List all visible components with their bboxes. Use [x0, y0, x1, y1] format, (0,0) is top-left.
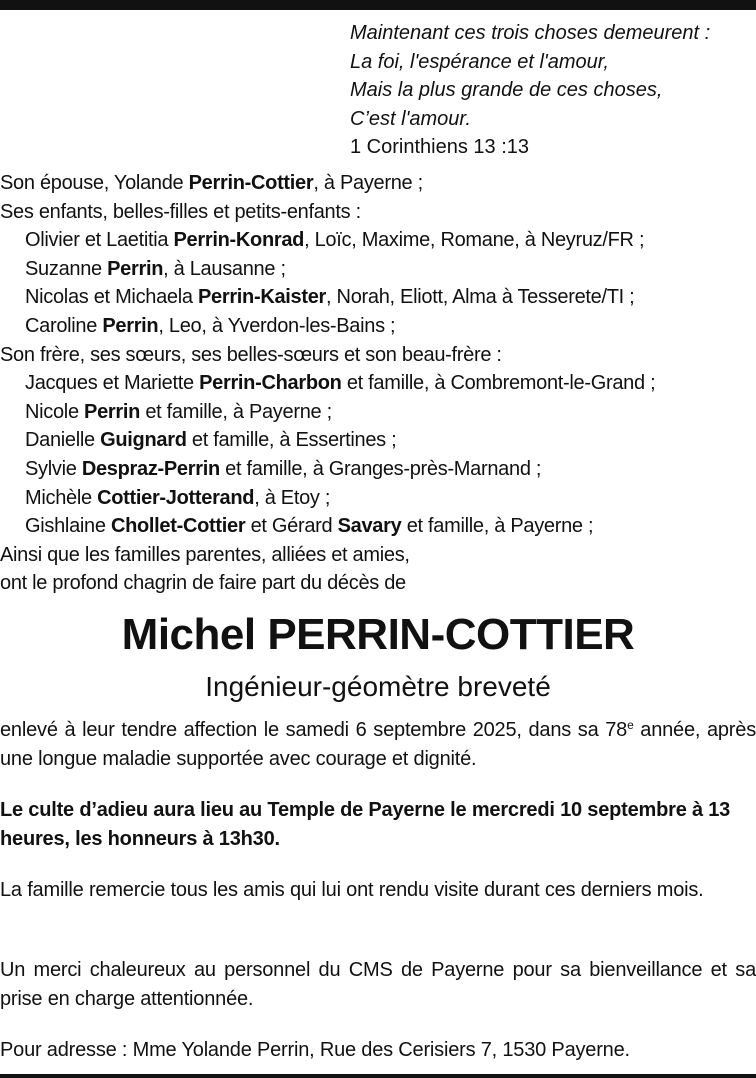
text: et famille, à Combremont-le-Grand ; — [341, 372, 656, 395]
text: Olivier et Laetitia — [25, 229, 174, 252]
surname: Perrin — [102, 314, 159, 337]
sibling-line — [0, 426, 756, 455]
text: , à Etoy ; — [254, 486, 331, 509]
text: Jacques et Mariette — [25, 372, 200, 395]
text: et famille, à Granges-près-Marnand ; — [219, 457, 542, 480]
text: Gishlaine — [25, 515, 111, 538]
quote-line: Maintenant ces trois choses demeurent : — [350, 22, 711, 44]
surname: Perrin-Charbon — [199, 372, 342, 395]
quote-reference: 1 Corinthiens 13 :13 — [350, 136, 530, 159]
sibling-line — [0, 369, 756, 398]
surname: Guignard — [100, 429, 187, 452]
text: , à Payerne ; — [313, 172, 423, 194]
text: Son épouse, Yolande — [0, 172, 189, 194]
text: Nicole — [25, 400, 85, 423]
text: Nicolas et Michaela — [25, 286, 198, 309]
siblings-heading: Son frère, ses sœurs, ses belles-sœurs et son beau-frère : — [0, 343, 502, 366]
text: Sylvie — [25, 457, 82, 480]
text: enlevé à leur tendre affection le samedi 6 septembre 2025, dans sa 78 — [0, 719, 628, 741]
text: et famille, à Essertines ; — [186, 429, 397, 452]
spouse-line — [0, 169, 756, 198]
surname: Perrin-Kaister — [197, 286, 327, 309]
child-line — [0, 312, 756, 341]
family-list — [0, 169, 756, 598]
surname: Perrin-Konrad — [173, 229, 305, 252]
ceremony-paragraph: Le culte d’adieu aura lieu au Temple de Payerne le mercredi 10 septembre à 13 heures, les honneurs à 13h30. — [0, 799, 731, 850]
death-paragraph — [0, 716, 756, 773]
sibling-line — [0, 455, 756, 484]
surname: Cottier-Jotterand — [97, 486, 255, 509]
text: , Leo, à Yverdon-les-Bains ; — [158, 314, 396, 337]
quote-line: Mais la plus grande de ces choses, — [350, 79, 663, 102]
thanks-cms-paragraph: Un merci chaleureux au personnel du CMS de Payerne pour sa bienveillance et sa prise en charge attentionnée. — [0, 959, 756, 1010]
text: , à Lausanne ; — [163, 257, 286, 280]
text: Michèle — [25, 486, 98, 509]
text: , Norah, Eliott, Alma à Tesserete/TI ; — [326, 286, 635, 309]
quote-line: C’est l'amour. — [350, 107, 471, 130]
sibling-line — [0, 484, 756, 513]
text: et famille, à Payerne ; — [401, 515, 594, 538]
text: , Loïc, Maxime, Romane, à Neyruz/FR ; — [304, 229, 645, 252]
surname: Perrin — [107, 257, 164, 280]
children-heading: Ses enfants, belles-filles et petits-enfants : — [0, 200, 361, 223]
surname: Perrin-Cottier — [188, 172, 314, 194]
closing-line: Ainsi que les familles parentes, alliées et amies, — [0, 543, 410, 566]
text: année, après une longue maladie supportée avec courage et dignité. — [0, 719, 756, 770]
top-rule — [0, 0, 756, 10]
surname: Savary — [337, 515, 402, 538]
surname: Chollet-Cottier — [110, 515, 246, 538]
sibling-line — [0, 512, 756, 541]
bottom-rule — [0, 1074, 756, 1078]
surname: Perrin — [84, 400, 141, 423]
quote-line: La foi, l'espérance et l'amour, — [350, 50, 609, 73]
child-line — [0, 283, 756, 312]
deceased-name: Michel PERRIN-COTTIER — [121, 610, 635, 659]
ordinal-suffix: e — [627, 718, 634, 732]
text: Danielle — [25, 429, 101, 452]
address-line: Pour adresse : Mme Yolande Perrin, Rue des Cerisiers 7, 1530 Payerne. — [0, 1039, 630, 1061]
child-line — [0, 226, 756, 255]
text: Suzanne — [25, 257, 108, 280]
sibling-line — [0, 398, 756, 427]
text: Caroline — [25, 314, 103, 337]
surname: Despraz-Perrin — [81, 457, 220, 480]
child-line — [0, 255, 756, 284]
thanks-visits-paragraph: La famille remercie tous les amis qui lui ont rendu visite durant ces derniers mois. — [0, 879, 704, 901]
deceased-title: Ingénieur-géomètre breveté — [205, 671, 551, 702]
bible-quote — [350, 19, 750, 162]
text: et famille, à Payerne ; — [140, 400, 332, 423]
closing-line: ont le profond chagrin de faire part du décès de — [0, 572, 406, 595]
text: et Gérard — [245, 515, 338, 538]
